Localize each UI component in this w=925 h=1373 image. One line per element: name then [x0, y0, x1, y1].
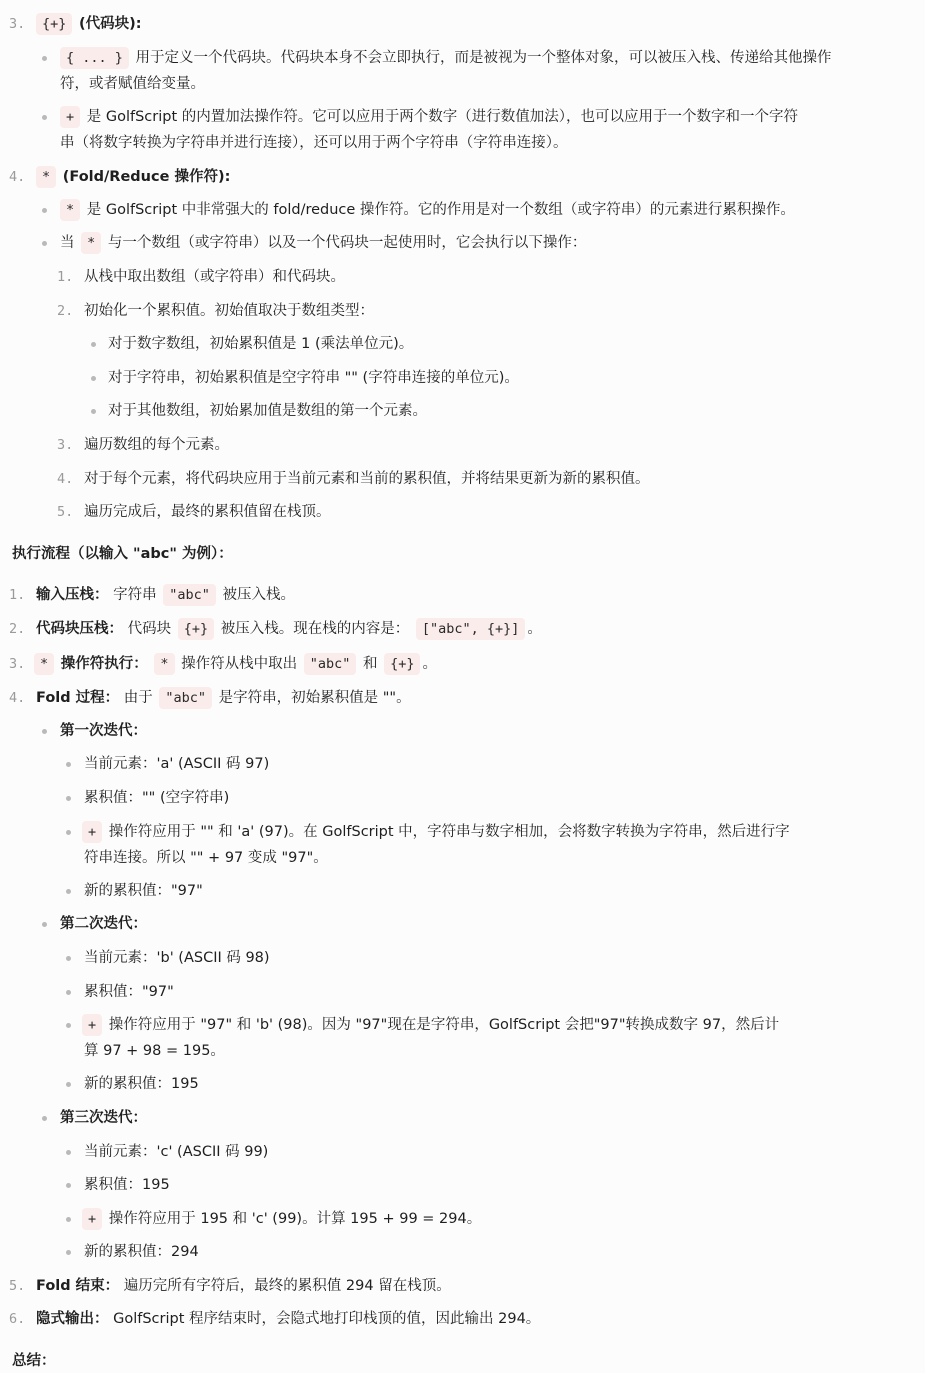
item-text: 是 GolfScript 的内置加法操作符。它可以应用于两个数字（进行数值加法），也可以应用于一个数字和一个字符	[86, 109, 799, 125]
list-item	[58, 105, 798, 129]
step-label: Fold 过程：	[36, 690, 120, 706]
inline-code: "abc"	[304, 653, 357, 675]
flow-step	[36, 1274, 451, 1298]
inline-code: *	[154, 653, 174, 675]
item-text: 当	[60, 235, 75, 251]
step-text: 遍历完所有字符后，最终的累积值 294 留在栈顶。	[123, 1278, 451, 1294]
bullet-icon	[42, 56, 47, 61]
step-text: 。	[527, 621, 542, 637]
step-text: 字符串	[113, 587, 157, 603]
inline-code: "abc"	[163, 584, 216, 606]
list-item: 新的累积值："97"	[84, 883, 203, 899]
step-text: GolfScript 程序结束时，会隐式地打印栈顶的值，因此输出 294。	[113, 1311, 541, 1327]
inline-code: {+}	[36, 13, 72, 35]
flow-step	[36, 617, 542, 641]
step-text: 对于每个元素，将代码块应用于当前元素和当前的累积值，并将结果更新为新的累积值。	[84, 471, 650, 487]
list-number: 1.	[57, 269, 74, 285]
list-item	[80, 820, 790, 844]
heading-text: (代码块):	[79, 16, 142, 32]
bullet-icon	[42, 208, 47, 213]
list-number: 3.	[57, 437, 74, 453]
step-text: 被压入栈。	[222, 587, 295, 603]
iteration-title: 第二次迭代：	[60, 916, 147, 932]
step-text: 代码块	[127, 621, 172, 637]
inline-code: *	[60, 199, 80, 221]
list-number: 2.	[57, 303, 74, 319]
bullet-icon	[66, 762, 71, 767]
list-number: 3.	[9, 656, 26, 672]
inline-code: "abc"	[159, 687, 212, 709]
list-number: 4.	[57, 471, 74, 487]
bullet-icon	[66, 796, 71, 801]
flow-step	[36, 686, 411, 710]
bullet-icon	[66, 1250, 71, 1255]
step-text: 遍历数组的每个元素。	[84, 437, 229, 453]
list-item: 当前元素：'a' (ASCII 码 97)	[84, 756, 270, 772]
list-item: 累积值："97"	[84, 984, 174, 1000]
step-label: 输入压栈：	[36, 587, 109, 603]
item-text: 操作符应用于 "97" 和 'b' (98)。因为 "97"现在是字符串，GolfScript 会把"97"转换成数字 97，然后计	[108, 1017, 780, 1033]
iteration-title: 第三次迭代：	[60, 1110, 147, 1126]
item-text: 操作符应用于 "" 和 'a' (97)。在 GolfScript 中，字符串与数字相加，会将数字转换为字符串，然后进行字	[108, 824, 790, 840]
inline-code: *	[81, 232, 101, 254]
step-label: 操作符执行：	[60, 656, 148, 672]
bullet-icon	[42, 241, 47, 246]
item-text-cont: 符，或者赋值给变量。	[60, 76, 205, 92]
bullet-icon	[66, 1082, 71, 1087]
step-label: Fold 结束：	[36, 1278, 120, 1294]
item-text: 操作符应用于 195 和 'c' (99)。计算 195 + 99 = 294。	[108, 1211, 482, 1227]
step-text: 。	[422, 656, 437, 672]
inline-code: { ... }	[60, 47, 129, 69]
step-text: 被压入栈。现在栈的内容是：	[220, 621, 410, 637]
step-text: 和	[362, 656, 378, 672]
list-item	[58, 198, 795, 222]
heading-text: (Fold/Reduce 操作符):	[62, 169, 231, 185]
flow-heading: 执行流程（以输入 "abc" 为例）：	[12, 546, 233, 562]
bullet-icon	[42, 115, 47, 120]
list-item: 累积值："" (空字符串)	[84, 790, 230, 806]
inline-code: +	[60, 106, 80, 128]
iteration-title: 第一次迭代：	[60, 723, 147, 739]
list-item: 当前元素：'c' (ASCII 码 99)	[84, 1144, 269, 1160]
bullet-icon	[42, 729, 47, 734]
flow-step	[32, 652, 437, 676]
bullet-icon	[66, 1183, 71, 1188]
step-text: 从栈中取出数组（或字符串）和代码块。	[84, 269, 345, 285]
step-text: 是字符串，初始累积值是 ""。	[218, 690, 411, 706]
step-label: 隐式输出：	[36, 1311, 109, 1327]
inline-code: *	[34, 653, 54, 675]
section-heading	[34, 12, 142, 36]
list-item	[58, 46, 832, 70]
inline-code: {+}	[384, 653, 420, 675]
inline-code: +	[82, 1014, 102, 1036]
list-item: 对于数字数组，初始累积值是 1 (乘法单位元)。	[108, 336, 414, 352]
list-item: 累积值：195	[84, 1177, 170, 1193]
bullet-icon	[66, 1217, 71, 1222]
item-text: 与一个数组（或字符串）以及一个代码块一起使用时，它会执行以下操作：	[107, 235, 587, 251]
inline-code: +	[82, 1208, 102, 1230]
step-text: 初始化一个累积值。初始值取决于数组类型：	[84, 303, 374, 319]
bullet-icon	[66, 956, 71, 961]
list-item	[60, 231, 586, 255]
item-text-cont: 算 97 + 98 = 195。	[84, 1043, 225, 1059]
step-text: 操作符从栈中取出	[181, 656, 298, 672]
list-item	[80, 1207, 481, 1231]
list-number: 5.	[9, 1278, 26, 1294]
list-item: 新的累积值：195	[84, 1076, 199, 1092]
bullet-icon	[91, 409, 96, 414]
step-label: 代码块压栈：	[36, 621, 123, 637]
inline-code: +	[82, 821, 102, 843]
step-text: 遍历完成后，最终的累积值留在栈顶。	[84, 504, 331, 520]
summary-heading: 总结：	[12, 1353, 56, 1369]
bullet-icon	[91, 342, 96, 347]
list-number: 3.	[9, 16, 26, 32]
list-item: 对于其他数组，初始累加值是数组的第一个元素。	[108, 403, 427, 419]
item-text: 用于定义一个代码块。代码块本身不会立即执行，而是被视为一个整体对象，可以被压入栈、传递给其他操作	[135, 50, 832, 66]
list-number: 5.	[57, 504, 74, 520]
inline-code: ["abc", {+}]	[416, 618, 526, 640]
bullet-icon	[66, 1150, 71, 1155]
list-number: 4.	[9, 690, 26, 706]
item-text-cont: 串（将数字转换为字符串并进行连接），还可以用于两个字符串（字符串连接）。	[60, 135, 568, 151]
section-heading	[34, 165, 230, 189]
bullet-icon	[66, 1023, 71, 1028]
list-item: 对于字符串，初始累积值是空字符串 "" (字符串连接的单位元)。	[108, 370, 519, 386]
step-text: 由于	[123, 690, 153, 706]
list-item	[80, 1013, 779, 1037]
bullet-icon	[66, 889, 71, 894]
bullet-icon	[42, 922, 47, 927]
list-number: 1.	[9, 587, 26, 603]
list-number: 2.	[9, 621, 26, 637]
bullet-icon	[42, 1116, 47, 1121]
list-item: 新的累积值：294	[84, 1244, 199, 1260]
item-text: 是 GolfScript 中非常强大的 fold/reduce 操作符。它的作用是对一个数组（或字符串）的元素进行累积操作。	[86, 202, 795, 218]
list-number: 6.	[9, 1311, 26, 1327]
flow-step	[36, 583, 295, 607]
item-text-cont: 符串连接。所以 "" + 97 变成 "97"。	[84, 850, 328, 866]
inline-code: *	[36, 166, 56, 188]
flow-step	[36, 1307, 540, 1331]
inline-code: {+}	[178, 618, 214, 640]
bullet-icon	[66, 990, 71, 995]
list-item: 当前元素：'b' (ASCII 码 98)	[84, 950, 270, 966]
bullet-icon	[91, 376, 96, 381]
list-number: 4.	[9, 169, 26, 185]
bullet-icon	[66, 830, 71, 835]
